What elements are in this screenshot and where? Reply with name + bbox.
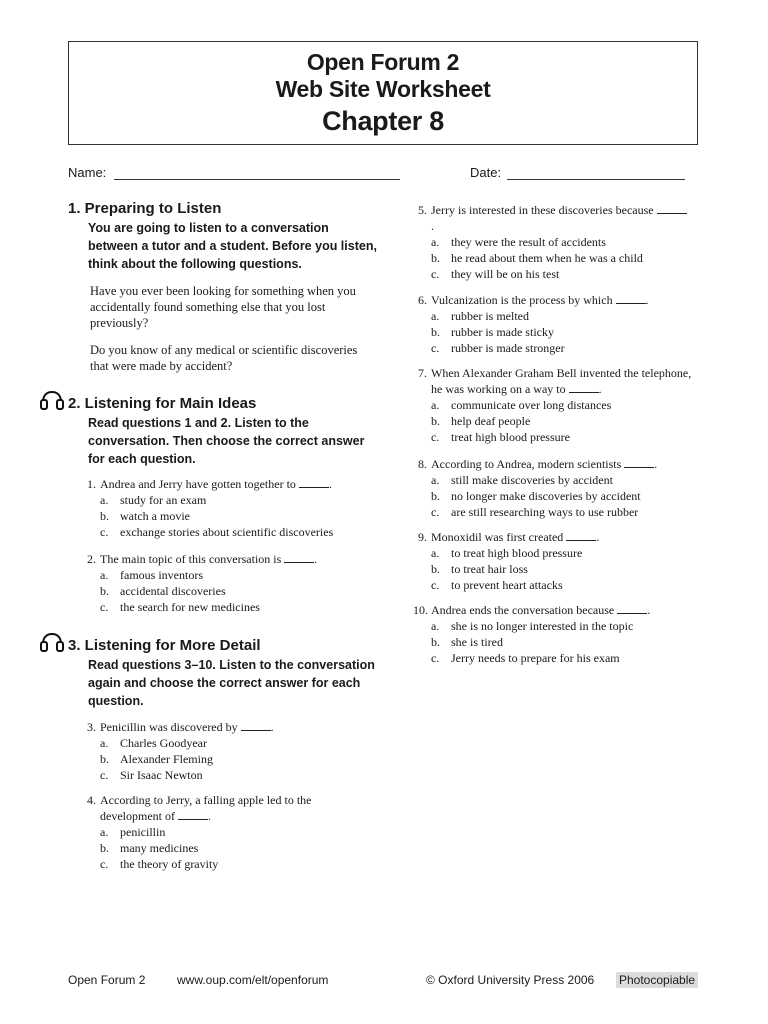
- chapter-title: Chapter 8: [322, 106, 444, 136]
- option-letter: a.: [100, 568, 109, 582]
- option-text: penicillin: [120, 825, 166, 839]
- option-letter: c.: [431, 651, 440, 665]
- name-line[interactable]: [114, 165, 400, 180]
- stem-end: .: [207, 809, 211, 823]
- question-1: [82, 476, 372, 540]
- question-number: 9.: [418, 530, 427, 544]
- question-stem: [431, 456, 713, 472]
- option-b[interactable]: [431, 324, 703, 340]
- question-stem: [431, 292, 703, 308]
- option-text: he read about them when he was a child: [451, 251, 643, 265]
- option-text: they will be on his test: [451, 267, 560, 281]
- stem-text: Andrea ends the conversation because: [431, 603, 618, 617]
- option-letter: b.: [431, 562, 440, 576]
- option-text: communicate over long distances: [451, 398, 612, 412]
- title-box: [68, 41, 698, 145]
- option-text: rubber is made sticky: [451, 325, 554, 339]
- option-a[interactable]: [431, 234, 688, 250]
- section-3-heading: 3. Listening for More Detail: [68, 637, 261, 654]
- option-letter: c.: [100, 600, 109, 614]
- option-text: rubber is made stronger: [451, 341, 565, 355]
- option-text: famous inventors: [120, 568, 203, 582]
- stem-end: .: [596, 530, 600, 544]
- stem-end: .: [647, 603, 651, 617]
- option-a[interactable]: [100, 735, 372, 751]
- section-1-instruction: You are going to listen to a conversation between a tutor and a student. Before you listen, think about the following questions.: [88, 221, 377, 271]
- option-letter: c.: [431, 578, 440, 592]
- option-b[interactable]: [431, 413, 698, 429]
- answer-blank[interactable]: [178, 809, 208, 820]
- option-letter: a.: [431, 309, 440, 323]
- option-text: many medicines: [120, 841, 199, 855]
- question-number: 10.: [413, 603, 428, 617]
- option-letter: c.: [431, 267, 440, 281]
- stem-text: Jerry is interested in these discoveries because: [431, 203, 657, 217]
- name-label: Name:: [68, 165, 107, 180]
- question-number: 1.: [87, 477, 96, 491]
- option-a[interactable]: [431, 308, 703, 324]
- option-letter: b.: [431, 251, 440, 265]
- answer-blank[interactable]: [284, 552, 314, 563]
- option-text: still make discoveries by accident: [451, 473, 613, 487]
- stem-text: Andrea and Jerry have gotten together to: [100, 477, 299, 491]
- photocopiable-label: Photocopiable: [616, 972, 698, 988]
- option-letter: c.: [431, 505, 440, 519]
- option-c[interactable]: [431, 429, 698, 445]
- option-a[interactable]: [431, 472, 713, 488]
- option-text: she is tired: [451, 635, 503, 649]
- date-label: Date:: [470, 165, 502, 180]
- question-stem: [100, 476, 372, 492]
- footer-book-title: Open Forum 2: [68, 973, 146, 987]
- option-letter: b.: [100, 584, 109, 598]
- question-stem: [431, 602, 713, 618]
- option-c[interactable]: [100, 599, 372, 615]
- option-letter: a.: [100, 493, 109, 507]
- option-text: accidental discoveries: [120, 584, 226, 598]
- option-text: they were the result of accidents: [451, 235, 606, 249]
- option-letter: b.: [100, 509, 109, 523]
- option-letter: a.: [431, 546, 440, 560]
- answer-blank[interactable]: [616, 293, 646, 304]
- option-letter: b.: [431, 325, 440, 339]
- stem-text: When Alexander Graham Bell invented the telephone, he was working on a way to: [431, 366, 692, 396]
- option-b[interactable]: [100, 508, 372, 524]
- option-letter: b.: [100, 752, 109, 766]
- photocopiable-badge: [616, 973, 698, 987]
- answer-blank[interactable]: [241, 720, 271, 731]
- section-1-question-a: Have you ever been looking for something when you accidentally found something else that you lost previously?: [90, 284, 356, 330]
- option-text: the theory of gravity: [120, 857, 219, 871]
- question-5: [413, 202, 688, 282]
- answer-blank[interactable]: [617, 603, 647, 614]
- section-1-question-b: Do you know of any medical or scientific discoveries that were made by accident?: [90, 343, 358, 373]
- stem-end: .: [645, 293, 649, 307]
- question-6: [413, 292, 703, 356]
- option-letter: a.: [431, 619, 440, 633]
- question-number: 8.: [418, 457, 427, 471]
- question-stem: [100, 719, 372, 735]
- headphones-icon: [40, 390, 64, 410]
- option-b[interactable]: [100, 751, 372, 767]
- stem-end: .: [598, 382, 602, 396]
- option-text: are still researching ways to use rubber: [451, 505, 639, 519]
- option-c[interactable]: [431, 266, 688, 282]
- option-letter: a.: [100, 825, 109, 839]
- option-a[interactable]: [431, 397, 698, 413]
- stem-text: According to Jerry, a falling apple led to the development of: [100, 793, 312, 823]
- answer-blank[interactable]: [566, 530, 596, 541]
- stem-text: Vulcanization is the process by which: [431, 293, 616, 307]
- question-stem: [431, 529, 713, 545]
- answer-blank[interactable]: [569, 382, 599, 393]
- question-number: 2.: [87, 552, 96, 566]
- option-text: watch a movie: [120, 509, 190, 523]
- question-stem: [100, 792, 352, 824]
- date-field[interactable]: [470, 165, 685, 180]
- option-text: help deaf people: [451, 414, 531, 428]
- option-letter: c.: [100, 857, 109, 871]
- section-1-heading: 1. Preparing to Listen: [68, 200, 222, 217]
- question-number: 4.: [87, 793, 96, 807]
- section-2-instruction: Read questions 1 and 2. Listen to the conversation. Then choose the correct answer for each question.: [88, 416, 365, 466]
- option-c[interactable]: [431, 504, 713, 520]
- answer-blank[interactable]: [624, 457, 654, 468]
- stem-text: According to Andrea, modern scientists: [431, 457, 625, 471]
- option-text: to treat hair loss: [451, 562, 528, 576]
- option-b[interactable]: [431, 488, 713, 504]
- option-c[interactable]: [431, 650, 713, 666]
- option-b[interactable]: [431, 250, 688, 266]
- option-letter: c.: [100, 768, 109, 782]
- option-a[interactable]: [431, 545, 713, 561]
- option-c[interactable]: [100, 524, 372, 540]
- option-letter: c.: [100, 525, 109, 539]
- option-text: to prevent heart attacks: [451, 578, 563, 592]
- answer-blank[interactable]: [657, 203, 687, 214]
- stem-text: The main topic of this conversation is: [100, 552, 285, 566]
- option-letter: a.: [431, 473, 440, 487]
- option-text: no longer make discoveries by accident: [451, 489, 641, 503]
- stem-text: Monoxidil was first created: [431, 530, 567, 544]
- option-letter: a.: [431, 235, 440, 249]
- stem-end: .: [431, 219, 434, 233]
- option-b[interactable]: [431, 634, 713, 650]
- stem-text: Penicillin was discovered by: [100, 720, 241, 734]
- worksheet-title: Web Site Worksheet: [275, 76, 491, 102]
- option-a[interactable]: [100, 492, 372, 508]
- section-2-heading: 2. Listening for Main Ideas: [68, 395, 257, 412]
- question-number: 5.: [418, 203, 427, 217]
- footer-copyright: © Oxford University Press 2006: [426, 973, 595, 987]
- question-3: [82, 719, 372, 783]
- option-letter: b.: [100, 841, 109, 855]
- option-a[interactable]: [100, 824, 352, 840]
- option-letter: b.: [431, 489, 440, 503]
- stem-end: .: [270, 720, 274, 734]
- question-number: 6.: [418, 293, 427, 307]
- option-text: study for an exam: [120, 493, 207, 507]
- option-c[interactable]: [100, 767, 372, 783]
- name-field[interactable]: [68, 165, 400, 180]
- option-c[interactable]: [431, 340, 703, 356]
- option-text: treat high blood pressure: [451, 430, 570, 444]
- option-text: exchange stories about scientific discoveries: [120, 525, 334, 539]
- question-stem: [100, 551, 372, 567]
- option-letter: c.: [431, 430, 440, 444]
- option-text: Jerry needs to prepare for his exam: [451, 651, 620, 665]
- option-letter: b.: [431, 414, 440, 428]
- option-b[interactable]: [431, 561, 713, 577]
- question-2: [82, 551, 372, 615]
- option-text: to treat high blood pressure: [451, 546, 583, 560]
- question-9: [413, 529, 713, 593]
- option-a[interactable]: [431, 618, 713, 634]
- question-number: 3.: [87, 720, 96, 734]
- question-number: 7.: [418, 366, 427, 380]
- option-letter: c.: [431, 341, 440, 355]
- question-stem: [431, 202, 688, 234]
- question-4: [82, 792, 352, 872]
- question-10: [413, 602, 713, 666]
- question-7: [413, 365, 698, 445]
- question-stem: [431, 365, 698, 397]
- stem-end: .: [314, 552, 318, 566]
- book-title: Open Forum 2: [306, 49, 460, 75]
- option-text: Charles Goodyear: [120, 736, 207, 750]
- option-text: the search for new medicines: [120, 600, 260, 614]
- date-line[interactable]: [507, 165, 685, 180]
- option-text: Alexander Fleming: [120, 752, 213, 766]
- option-c[interactable]: [431, 577, 713, 593]
- section-3-instruction: Read questions 3–10. Listen to the conversation again and choose the correct answer for each question.: [88, 658, 375, 708]
- option-b[interactable]: [100, 840, 352, 856]
- option-letter: a.: [431, 398, 440, 412]
- footer-url[interactable]: www.oup.com/elt/openforum: [177, 973, 329, 987]
- stem-end: .: [328, 477, 332, 491]
- option-text: Sir Isaac Newton: [120, 768, 203, 782]
- headphones-icon: [40, 632, 64, 652]
- question-8: [413, 456, 713, 520]
- answer-blank[interactable]: [299, 477, 329, 488]
- option-b[interactable]: [100, 583, 372, 599]
- option-text: rubber is melted: [451, 309, 529, 323]
- option-a[interactable]: [100, 567, 372, 583]
- option-letter: b.: [431, 635, 440, 649]
- option-text: she is no longer interested in the topic: [451, 619, 634, 633]
- stem-end: .: [654, 457, 658, 471]
- option-letter: a.: [100, 736, 109, 750]
- option-c[interactable]: [100, 856, 352, 872]
